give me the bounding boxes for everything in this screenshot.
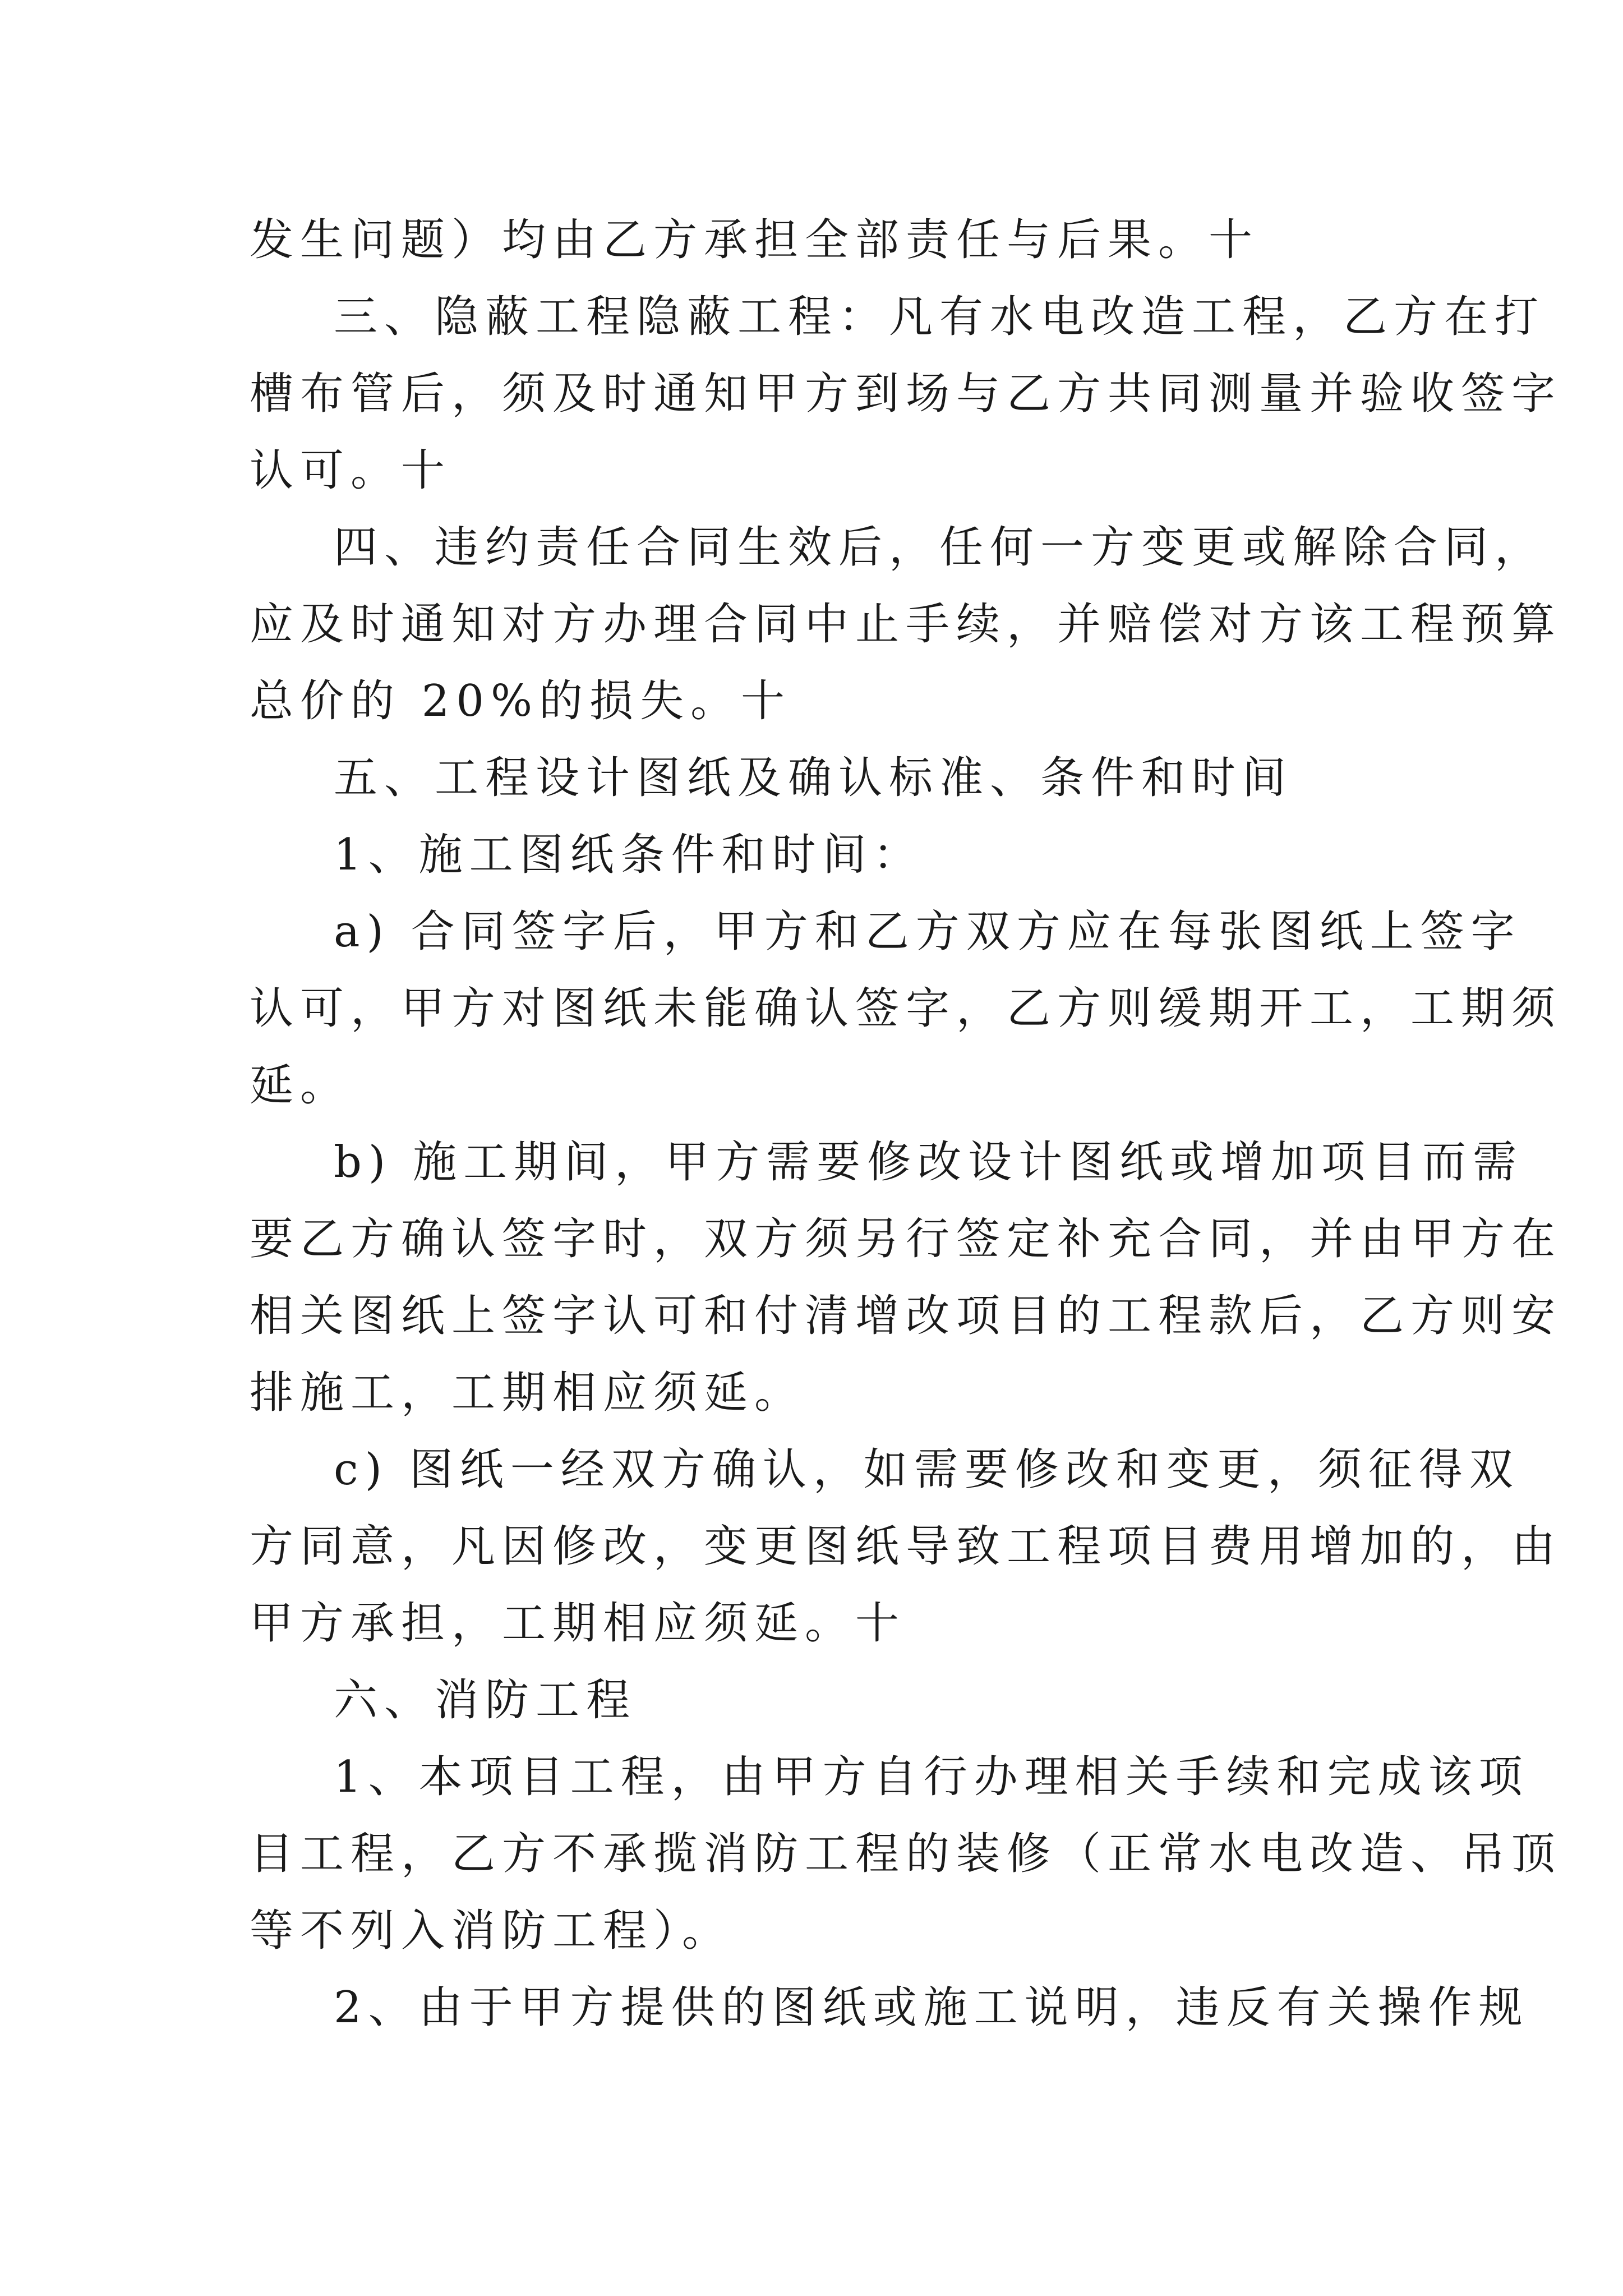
text-line: 四、违约责任合同生效后，任何一方变更或解除合同， (334, 522, 1546, 573)
text-line: 1、本项目工程，由甲方自行办理相关手续和完成该项 (334, 1752, 1529, 1802)
text-line: 相关图纸上签字认可和付清增改项目的工程款后，乙方则安 (250, 1291, 1562, 1341)
text-line: 应及时通知对方办理合同中止手续，并赔偿对方该工程预算 (250, 599, 1562, 650)
text-line: 五、工程设计图纸及确认标准、条件和时间 (334, 753, 1293, 803)
text-line: 发生问题）均由乙方承担全部责任与后果。十 (250, 215, 1260, 265)
text-line: 甲方承担，工期相应须延。十 (250, 1598, 906, 1649)
text-line: 排施工，工期相应须延。 (250, 1368, 805, 1418)
document-body (250, 202, 1562, 2046)
text-line: 目工程，乙方不承揽消防工程的装修（正常水电改造、吊顶 (250, 1829, 1562, 1879)
text-line: 槽布管后，须及时通知甲方到场与乙方共同测量并验收签字 (250, 369, 1562, 419)
text-line: 认可，甲方对图纸未能确认签字，乙方则缓期开工，工期须 (250, 983, 1562, 1034)
text-line: 方同意，凡因修改，变更图纸导致工程项目费用增加的，由 (250, 1521, 1562, 1572)
text-line: 六、消防工程 (334, 1675, 637, 1726)
text-line: 延。 (250, 1060, 351, 1111)
text-line: c) 图纸一经双方确认，如需要修改和变更，须征得双 (334, 1444, 1520, 1495)
text-line: 认可。十 (250, 445, 452, 496)
text-line: b) 施工期间，甲方需要修改设计图纸或增加项目而需 (334, 1137, 1524, 1188)
text-line: a) 合同签字后，甲方和乙方双方应在每张图纸上签字 (334, 907, 1521, 957)
text-line: 等不列入消防工程）。 (250, 1906, 733, 1956)
text-line: 2、由于甲方提供的图纸或施工说明，违反有关操作规 (334, 1982, 1529, 2033)
text-line: 1、施工图纸条件和时间： (334, 830, 924, 880)
text-line: 要乙方确认签字时，双方须另行签定补充合同，并由甲方在 (250, 1214, 1562, 1264)
text-line: 三、隐蔽工程隐蔽工程：凡有水电改造工程，乙方在打 (334, 292, 1546, 342)
text-line: 总价的 20%的损失。十 (250, 676, 792, 726)
